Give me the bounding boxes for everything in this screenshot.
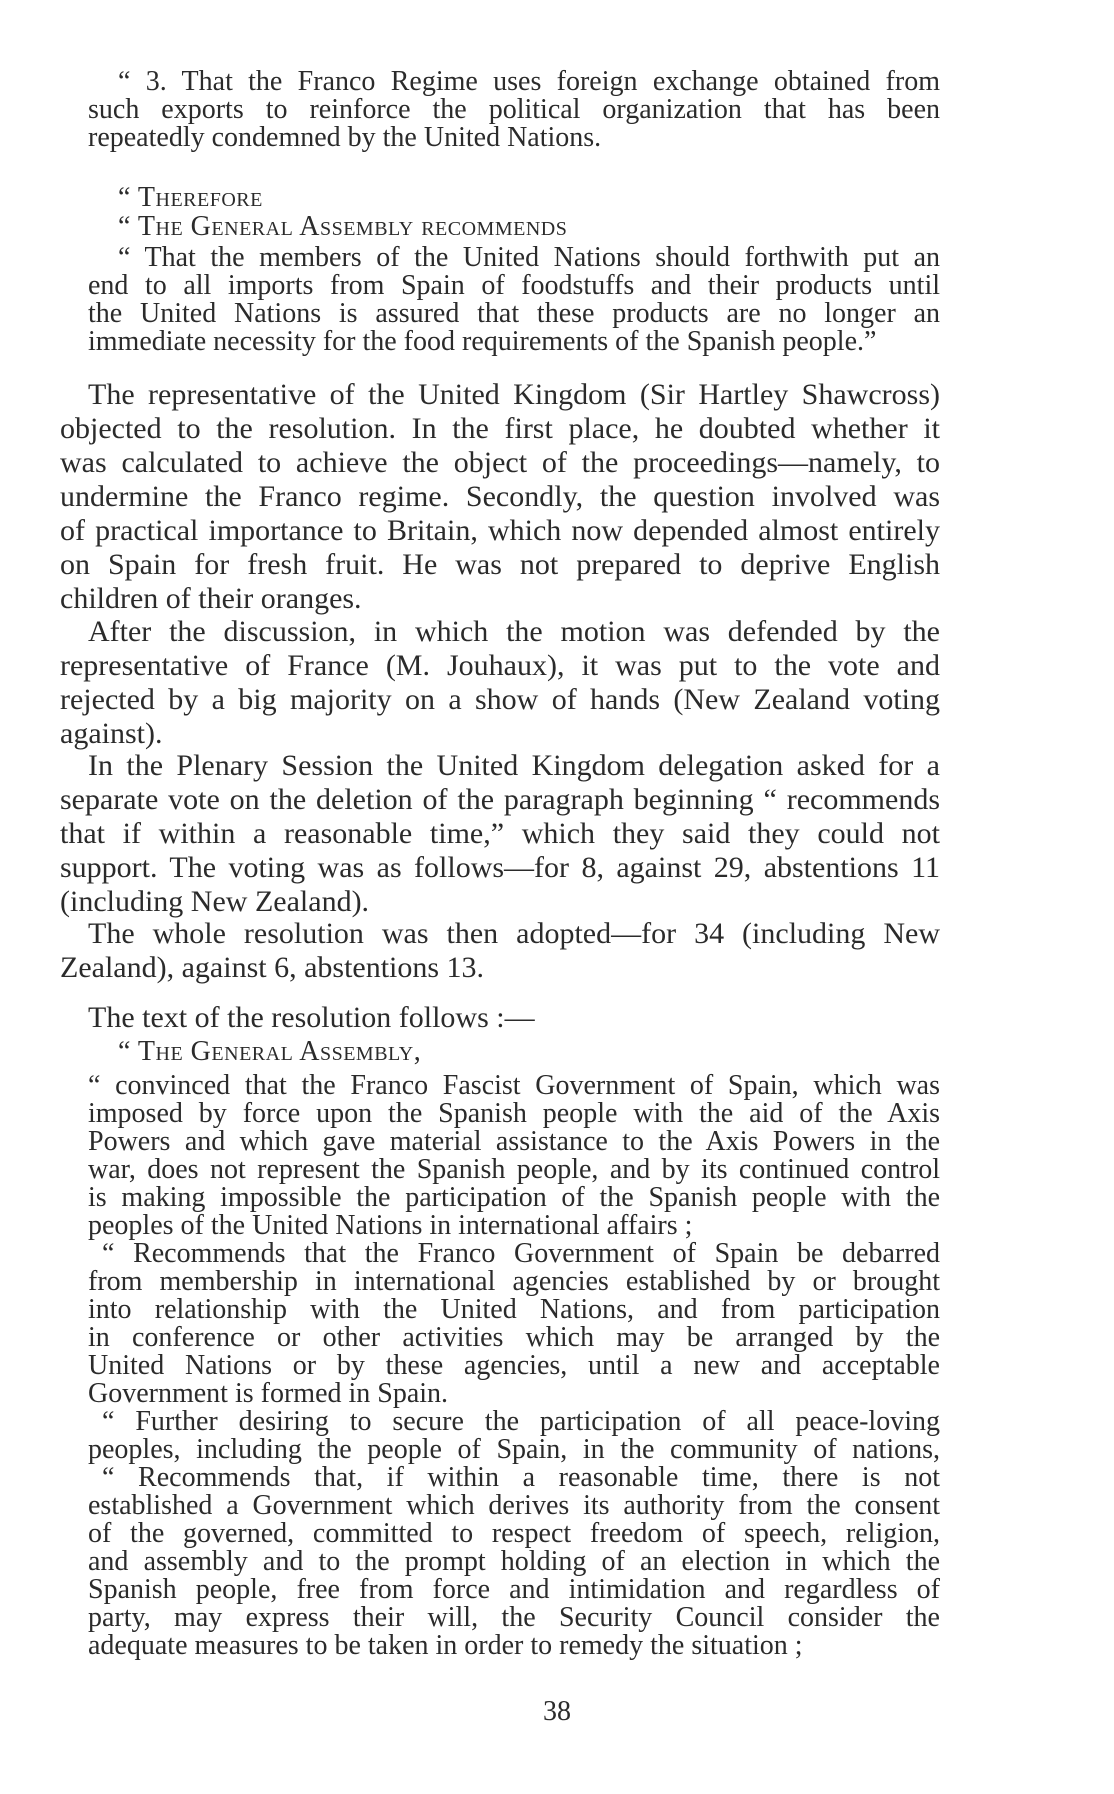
text-line: war, does not represent the Spanish people, and by its continued control [88, 1154, 940, 1185]
text-line: “ convinced that the Franco Fascist Government of Spain, which was [88, 1070, 940, 1101]
text-line: immediate necessity for the food requirements of the Spanish people.” [88, 326, 877, 357]
text-line: of the governed, committed to respect freedom of speech, religion, [88, 1518, 940, 1549]
text-line: support. The voting was as follows—for 8, against 29, abstentions 11 [60, 851, 940, 884]
text-line: The whole resolution was then adopted—for 34 (including New [88, 917, 940, 950]
text-line: peoples, including the people of Spain, in the community of nations, [88, 1434, 940, 1465]
document-page: “ 3. That the Franco Regime uses foreign exchange obtained from such exports to reinforce the political organization that has been repeatedly condemned by the United Nations. “ Therefore “ The General Assembly recommends “ That the members of the United Nations should forthwith put an end to all imports from Spain of foodstuffs and their products until the United Nations is assured that these products are no longer an immediate necessity for the food requirements of the Spanish people.” The representative of the United Kingdom (Sir Hartley Shawcross) objected to the resolution. In the first place, he doubted whether it was calculated to achieve the object of the proceedings—namely, to undermine the Franco regime. Secondly, the question involved was of practical importance to Britain, which now depended almost entirely on Spain for fresh fruit. He was not prepared to deprive English children of their oranges. After the discussion, in which the motion was defended by the representative of France (M. Jouhaux), it was put to the vote and rejected by a big majority on a show of hands (New Zealand voting against). In the Plenary Session the United Kingdom delegation asked for a separate vote on the deletion of the paragraph beginning “ recommends that if within a reasonable time,” which they said they could not support. The voting was as follows—for 8, against 29, abstentions 11 (including New Zealand). The whole resolution was then adopted—for 34 (including New Zealand), against 6, abstentions 13. The text of the resolution follows :— “ The General Assembly, “ convinced that the Franco Fascist Government of Spain, which was imposed by force upon the Spanish people with the aid of the Axis Powers and which gave material assistance to the Axis Powers in the war, does not represent the Spanish people, and by its continued control is making impossible the participation of the Spanish people with the peoples of the United Nations in international affairs ; “ Recommends that the Franco Government of Spain be debarred from membership in international agencies established by or brought into relationship with the United Nations, and from participation in conference or other activities which may be arranged by the United Nations or by these agencies, until a new and acceptable Government is formed in Spain. “ Further desiring to secure the participation of all peace-loving peoples, including the people of Spain, in the community of nations, “ Recommends that, if within a reasonable time, there is not established a Government which derives its authority from the consent of the governed, committed to respect freedom of speech, religion, and assembly and to the prompt holding of an election in which the Spanish people, free from force and intimidation and regardless of party, may express their will, the Security Council consider the adequate measures to be taken in order to remedy the situation ; 38 [0, 0, 1114, 1794]
text-line: and assembly and to the prompt holding of an election in which the [88, 1546, 940, 1577]
text-line: Zealand), against 6, abstentions 13. [60, 951, 485, 984]
text-line: Spanish people, free from force and intimidation and regardless of [88, 1574, 940, 1605]
text-line: established a Government which derives its authority from the consent [88, 1490, 940, 1521]
text-line: Government is formed in Spain. [88, 1378, 449, 1409]
text-line: “ Recommends that the Franco Government of Spain be debarred [102, 1238, 940, 1269]
text-line: end to all imports from Spain of foodstuffs and their products until [88, 270, 940, 301]
text-line: is making impossible the participation of the Spanish people with the [88, 1182, 940, 1213]
text-line: United Nations or by these agencies, until a new and acceptable [88, 1350, 940, 1381]
text-line: Powers and which gave material assistance to the Axis Powers in the [88, 1126, 940, 1157]
text-line: The representative of the United Kingdom (Sir Hartley Shawcross) [88, 378, 940, 411]
text-line: into relationship with the United Nations, and from participation [88, 1294, 940, 1325]
text-line: undermine the Franco regime. Secondly, the question involved was [60, 480, 940, 513]
text-line: against). [60, 717, 163, 750]
text-line: rejected by a big majority on a show of hands (New Zealand voting [60, 683, 940, 716]
text-line: “ Further desiring to secure the participation of all peace-loving [102, 1406, 940, 1437]
text-line: adequate measures to be taken in order to remedy the situation ; [88, 1630, 803, 1661]
text-line: “ 3. That the Franco Regime uses foreign exchange obtained from [118, 66, 940, 97]
text-line: the United Nations is assured that these products are no longer an [88, 298, 940, 329]
page-number: 38 [543, 1696, 571, 1727]
text-line: objected to the resolution. In the first place, he doubted whether it [60, 412, 940, 445]
text-line: separate vote on the deletion of the paragraph beginning “ recommends [60, 783, 940, 816]
text-line: was calculated to achieve the object of the proceedings—namely, to [60, 446, 940, 479]
text-line: such exports to reinforce the political organization that has been [88, 94, 940, 125]
text-line: from membership in international agencies established by or brought [88, 1266, 940, 1297]
text-line: imposed by force upon the Spanish people with the aid of the Axis [88, 1098, 940, 1129]
text-line: repeatedly condemned by the United Nations. [88, 122, 602, 153]
text-line: representative of France (M. Jouhaux), it was put to the vote and [60, 649, 940, 682]
text-line: party, may express their will, the Security Council consider the [88, 1602, 940, 1633]
text-line: that if within a reasonable time,” which they said they could not [60, 817, 940, 850]
text-line: After the discussion, in which the motion was defended by the [88, 615, 940, 648]
text-line: “ Recommends that, if within a reasonable time, there is not [102, 1462, 940, 1493]
text-line: on Spain for fresh fruit. He was not prepared to deprive English [60, 548, 940, 581]
text-line: In the Plenary Session the United Kingdom delegation asked for a [88, 749, 940, 782]
text-line: peoples of the United Nations in international affairs ; [88, 1210, 693, 1241]
text-line: in conference or other activities which may be arranged by the [88, 1322, 940, 1353]
text-line: of practical importance to Britain, which now depended almost entirely [60, 514, 940, 547]
text-line: “ That the members of the United Nations should forthwith put an [118, 242, 940, 273]
text-line: (including New Zealand). [60, 885, 370, 918]
text-line: children of their oranges. [60, 582, 362, 615]
